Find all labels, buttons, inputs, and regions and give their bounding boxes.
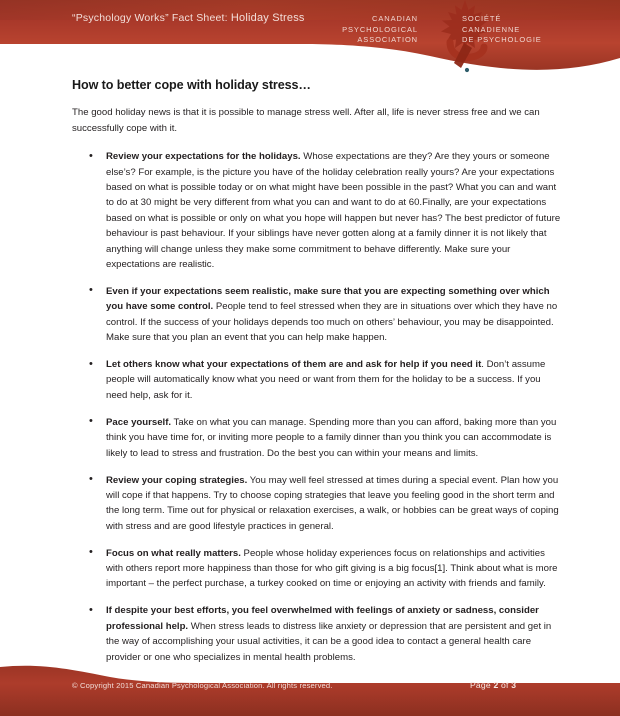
list-item [89, 357, 562, 403]
list-item [89, 415, 562, 461]
page-number-middle: of [498, 680, 512, 690]
bullet-icon: • [89, 546, 93, 559]
bullet-icon: • [89, 473, 93, 485]
page-title-quoted: “Psychology Works” Fact Sheet: [72, 12, 228, 24]
bullet-icon: • [89, 415, 93, 428]
copyright-notice: © Copyright 2015 Canadian Psychological Association. All rights reserved. [72, 681, 333, 690]
tip-lead: Focus on what really matters. [106, 547, 241, 559]
list-item [89, 546, 562, 592]
tip-lead: Review your coping strategies. [106, 474, 248, 486]
tip-body: People tend to feel stressed when they are in situations over which they have no control. If the success of your holidays depends too much on others’ behaviour, you may be disappointed. Make sure that you plan an event that you can help make happen. [106, 301, 558, 344]
page-header [0, 0, 620, 78]
logo-en-line-1: CANADIAN [372, 14, 418, 23]
section-heading: How to better cope with holiday stress… [72, 78, 311, 92]
logo-wordmark-english [342, 14, 418, 46]
tip-lead: Review your expectations for the holidays. [106, 151, 301, 163]
logo-fr-line-3: DE PSYCHOLOGIE [462, 35, 542, 44]
tip-body: Take on what you can manage. Spending more than you can afford, baking more than you think you have time for, or inviting more people to a family dinner than you think you can accommodate is likely to lead to stress and frustration. Do the best you can within your means and limits. [106, 416, 557, 459]
page-number-prefix: Page [470, 680, 494, 690]
tip-lead: Let others know what your expectations of them are and ask for help if you need it [106, 359, 482, 371]
tip-lead: Even if your expectations seem realistic, make sure that you are expecting something over which you have some control. [106, 285, 550, 313]
bullet-icon: • [89, 149, 93, 162]
logo-wordmark-french [462, 14, 542, 46]
intro-paragraph: The good holiday news is that it is possible to manage stress well. After all, life is never stress free and we can successfully cope with it. [72, 107, 540, 134]
page-title [72, 12, 305, 24]
bullet-icon: • [89, 284, 93, 297]
logo-fr-line-2: CANADIENNE [462, 24, 521, 34]
list-item [89, 473, 562, 535]
page-number-total: 3 [511, 680, 517, 690]
list-item [89, 284, 562, 346]
list-item [89, 603, 562, 665]
page-title-topic: Holiday Stress [230, 12, 305, 24]
tip-body: People whose holiday experiences focus on relationships and activities with others report more happiness than those for who gift giving is a big focus[1]. Think about what is more important – the perfect purchase, a turkey cooked on time or enjoying an activity with friends and family. [106, 547, 558, 590]
tip-body: You may well feel stressed at times during a special event. Plan how you will cope if that happens. Try to choose coping strategies that leave you feeling good in the short term and the long term. Time out for physical or relaxation exercises, a walk, or hobbies can be great ways of coping with stress and are good lifestyle practices in general. [106, 474, 559, 532]
tip-lead: Pace yourself. [106, 416, 172, 428]
tip-body: . Don’t assume people will automatically know what you need or want from them for the holiday to be a success. If you need help, ask for it. [106, 359, 546, 401]
tip-body: When stress leads to distress like anxiety or depression that are persistent and get in the way of accomplishing your usual activities, it can be a good idea to contact a general health care provider or one who specializes in mental health problems. [106, 620, 552, 663]
page-number [470, 680, 516, 690]
page-number-current: 2 [493, 680, 499, 690]
tip-lead: If despite your best efforts, you feel overwhelmed with feelings of anxiety or sadness, consider professional help. [106, 605, 539, 632]
tips-list [0, 149, 620, 665]
tip-body: Whose expectations are they? Are they yours or someone else’s? For example, is the picture you have of the holiday celebration really yours? Are your expectations based on what is possible today or on what might have been possible in the past? What you can and want to do at 30 might be very different from what you can and want to do at 60.Finally, are your expectations based on what is possible or only on what you hope will happen but never has? The best predictor of future behaviour is past behaviour. If your siblings have never gotten along at a family dinner it is not likely that anything will change unless they make some commitment to behave differently. Make sure your expectations are realistic. [106, 151, 561, 271]
page-footer [0, 659, 620, 716]
logo-fr-line-1: SOCIÉTÉ [462, 14, 502, 23]
list-item [89, 149, 562, 272]
bullet-icon: • [89, 603, 93, 616]
bullet-icon: • [89, 357, 93, 370]
logo-en-line-2: PSYCHOLOGICAL [342, 24, 418, 34]
logo-en-line-3: ASSOCIATION [357, 35, 418, 44]
document-body [0, 78, 620, 676]
